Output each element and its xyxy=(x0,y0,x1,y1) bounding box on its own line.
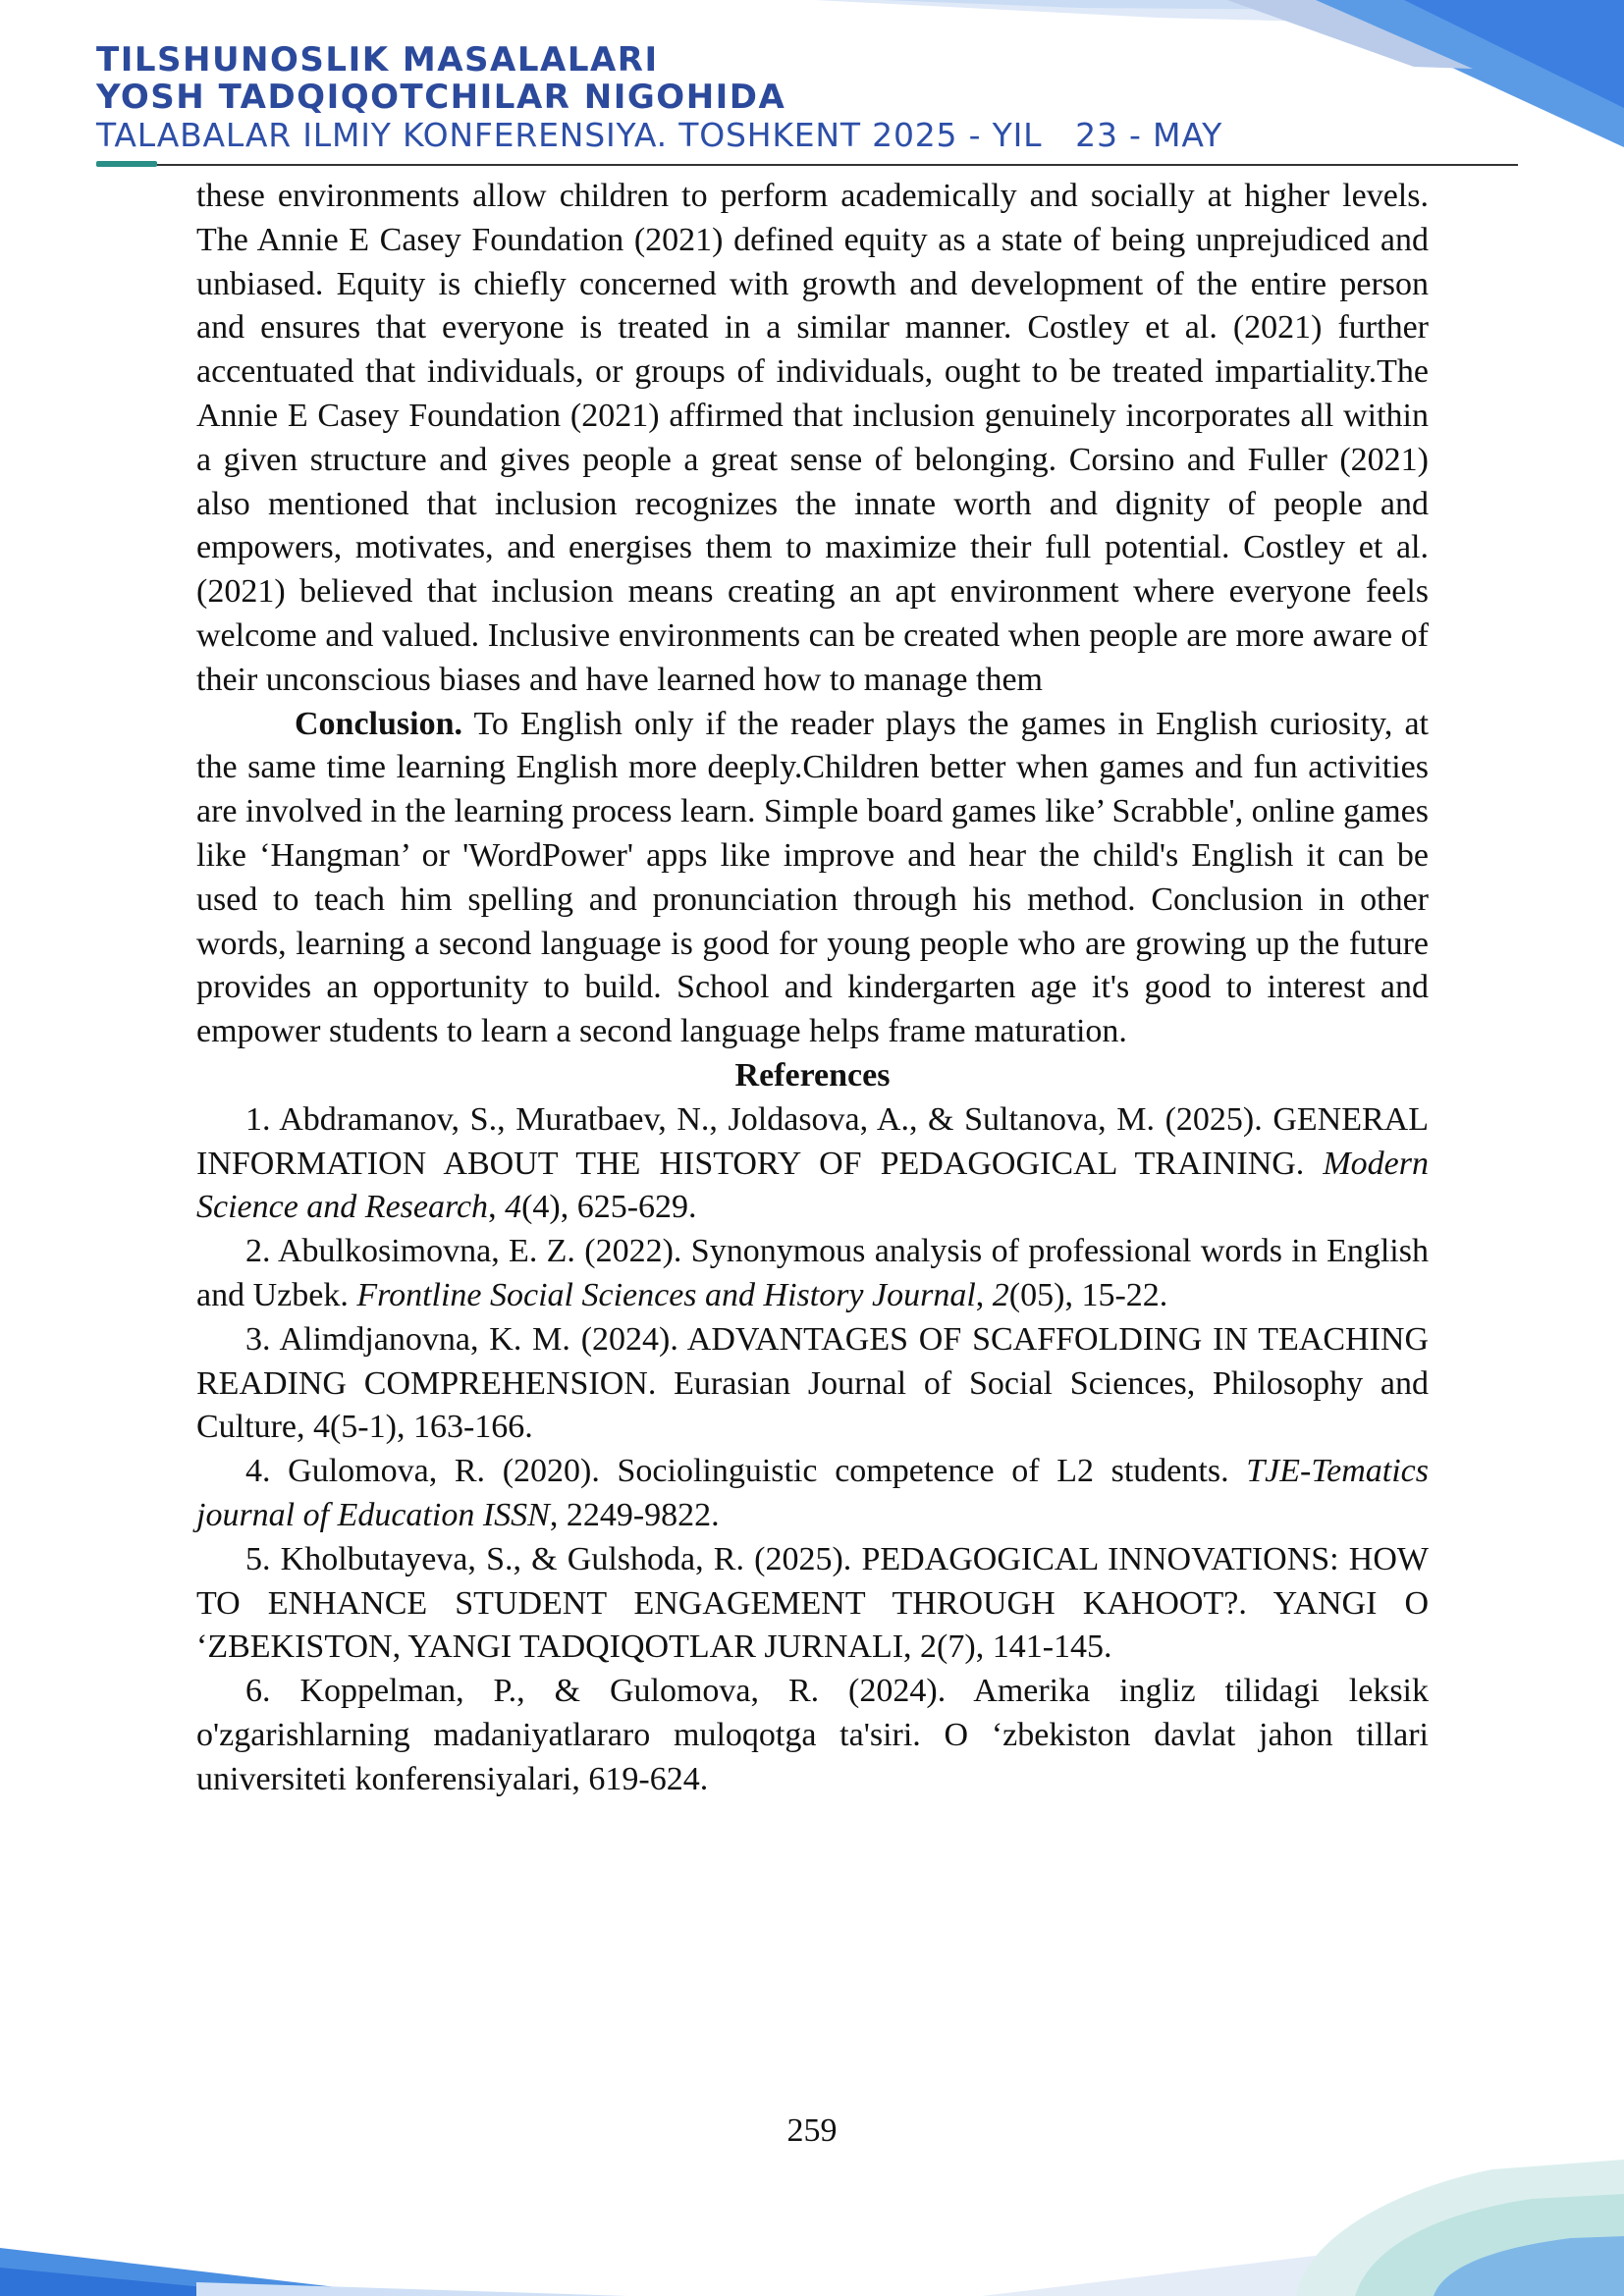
reference-post: (4), 625-629. xyxy=(521,1189,697,1226)
reference-pre: 6. Koppelman, P., & Gulomova, R. (2024). Amerika ingliz tilidagi leksik o'zgarishlarning madaniyatlararo muloqotga ta'siri. O ‘zbekiston davlat jahon tillari universiteti konferensiyalari, 619-624. xyxy=(196,1673,1429,1797)
references-list xyxy=(196,1098,1429,1802)
header-accent-bar xyxy=(96,161,157,167)
conclusion-text: To English only if the reader plays the games in English curiosity, at the same time learning English more deeply.Children better when games and fun activities are involved in the learning process learn. Simple board games like’ Scrabble', online games like ‘Hangman’ or 'WordPower' apps like improve and hear the child's English it can be used to teach him spelling and pronunciation through his method. Conclusion in other words, learning a second language is good for young people who are growing up the future provides an opportunity to build. School and kindergarten age it's good to interest and empower students to learn a second language helps frame maturation. xyxy=(196,705,1429,1050)
reference-mid: , xyxy=(488,1189,506,1226)
header-title-line1: TILSHUNOSLIK MASALALARI xyxy=(96,40,659,80)
references-heading: References xyxy=(734,1056,891,1094)
reference-pre: 4. Gulomova, R. (2020). Sociolinguistic competence of L2 students. xyxy=(245,1453,1247,1490)
reference-volume: 4 xyxy=(505,1189,522,1226)
reference-item xyxy=(196,1318,1429,1450)
reference-journal: TJE-Tematics journal of Education ISSN xyxy=(196,1453,1429,1533)
reference-post: (05), 15-22. xyxy=(1008,1276,1168,1313)
reference-journal: Frontline Social Sciences and History Journal xyxy=(356,1276,976,1313)
conference-header xyxy=(96,41,1520,155)
body-paragraph: these environments allow children to perform academically and socially at higher levels. The Annie E Casey Foundation (2021) defined equity as a state of being unprejudiced and unbiased. Equity is chiefly concerned with growth and development of the entire person and ensures that everyone is treated in a similar manner. Costley et al. (2021) further accentuated that individuals, or groups of individuals, ought to be treated impartiality.The Annie E Casey Foundation (2021) affirmed that inclusion genuinely incorporates all within a given structure and gives people a great sense of belonging. Corsino and Fuller (2021) also mentioned that inclusion recognizes the innate worth and dignity of people and empowers, motivates, and energises them to maximize their full potential. Costley et al. (2021) believed that inclusion means creating an apt environment where everyone feels welcome and valued. Inclusive environments can be created when people are more aware of their unconscious biases and have learned how to manage them xyxy=(196,178,1429,698)
reference-pre: 2. Abulkosimovna, E. Z. (2022). Synonymous analysis of professional words in English and Uzbek. xyxy=(196,1233,1429,1313)
header-subtitle: TALABALAR ILMIY KONFERENSIYA. TOSHKENT 2025 - YIL 23 - MAY xyxy=(96,116,1223,154)
reference-item xyxy=(196,1670,1429,1801)
reference-item xyxy=(196,1450,1429,1538)
reference-item xyxy=(196,1230,1429,1318)
header-rule xyxy=(96,164,1518,166)
reference-pre: 5. Kholbutayeva, S., & Gulshoda, R. (2025). PEDAGOGICAL INNOVATIONS: HOW TO ENHANCE STUDENT ENGAGEMENT THROUGH KAHOOT?. YANGI O ‘ZBEKISTON, YANGI TADQIQOTLAR JURNALI, 2(7), 141-145. xyxy=(196,1540,1429,1666)
reference-volume: 2 xyxy=(992,1276,1009,1313)
page-number: 259 xyxy=(786,2112,838,2149)
conclusion-label: Conclusion. xyxy=(295,705,462,742)
reference-pre: 1. Abdramanov, S., Muratbaev, N., Joldasova, A., & Sultanova, M. (2025). GENERAL INFORMATION ABOUT THE HISTORY OF PEDAGOGICAL TRAINING. xyxy=(196,1100,1429,1182)
reference-item xyxy=(196,1538,1429,1670)
reference-pre: 3. Alimdjanovna, K. M. (2024). ADVANTAGES OF SCAFFOLDING IN TEACHING READING COMPREHENSION. Eurasian Journal of Social Sciences, Philosophy and Culture, 4(5-1), 163-166. xyxy=(196,1320,1429,1446)
header-title-line2: YOSH TADQIQOTCHILAR NIGOHIDA xyxy=(96,78,786,117)
reference-mid: , 2249-9822. xyxy=(549,1496,720,1533)
reference-item xyxy=(196,1098,1429,1230)
bottom-wave-decoration xyxy=(0,2160,1624,2296)
reference-journal: Modern Science and Research xyxy=(196,1145,1429,1226)
conclusion-paragraph xyxy=(196,703,1429,1054)
reference-mid: , xyxy=(975,1276,993,1313)
article-body xyxy=(196,175,1429,1801)
